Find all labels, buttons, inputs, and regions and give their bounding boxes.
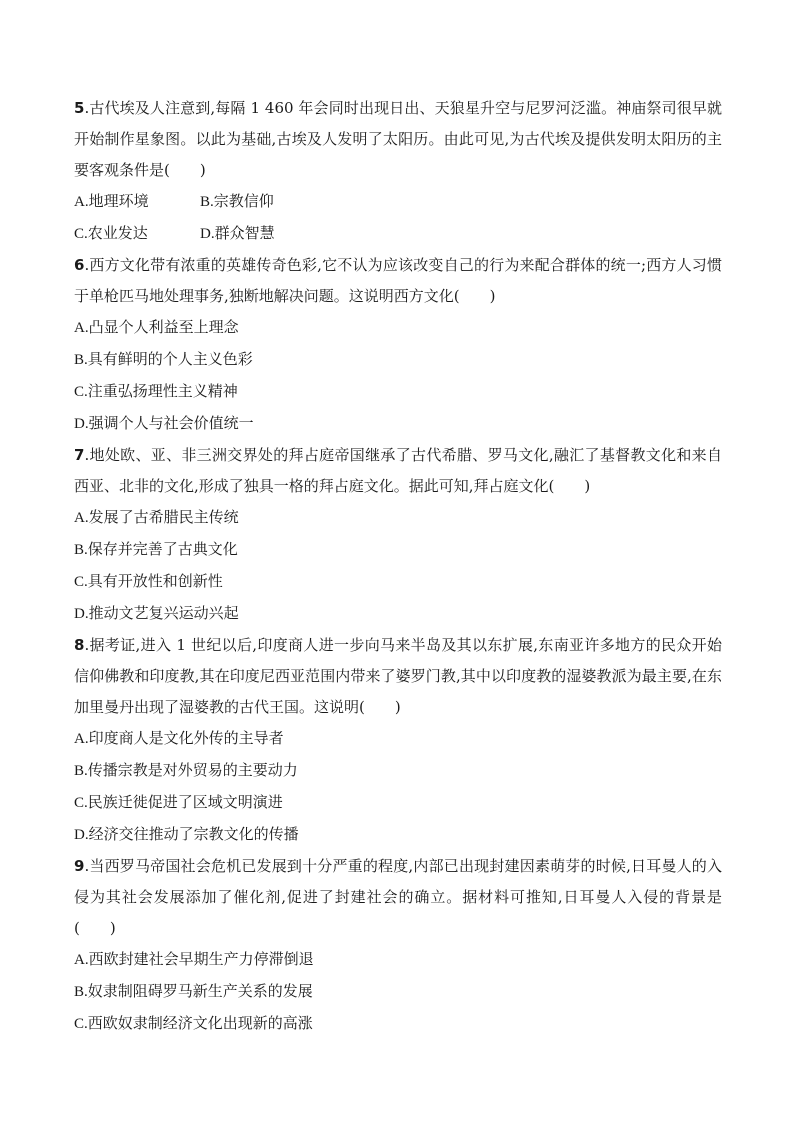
option-text: 具有鲜明的个人主义色彩 — [87, 350, 253, 368]
option-text: 具有开放性和创新性 — [87, 572, 223, 590]
option-b[interactable] — [74, 976, 722, 1008]
question-text: .当西罗马帝国社会危机已发展到十分严重的程度,内部已出现封建因素萌芽的时候,日耳曼人的入侵为其社会发展添加了催化剂,促进了封建社会的确立。据材料可推知,日耳曼人入侵的背景是( ) — [74, 857, 722, 937]
option-letter: A. — [74, 194, 89, 210]
option-d[interactable] — [74, 408, 722, 440]
option-c[interactable] — [74, 566, 722, 598]
question-text: .据考证,进入 1 世纪以后,印度商人进一步向马来半岛及其以东扩展,东南亚许多地方的民众开始信仰佛教和印度教,其在印度尼西亚范围内带来了婆罗门教,其中以印度教的湿婆教派为最主要,在东加里曼丹出现了湿婆教的古代王国。这说明( ) — [74, 636, 722, 716]
option-letter: C. — [74, 1016, 88, 1032]
question-text: .地处欧、亚、非三洲交界处的拜占庭帝国继承了古代希腊、罗马文化,融汇了基督教文化和来自西亚、北非的文化,形成了独具一格的拜占庭文化。据此可知,拜占庭文化( ) — [74, 446, 722, 495]
option-text: 西欧奴隶制经济文化出现新的高涨 — [87, 1014, 313, 1032]
option-d[interactable] — [200, 218, 400, 250]
option-letter: D. — [200, 226, 215, 242]
option-a[interactable] — [74, 312, 722, 344]
option-a[interactable] — [74, 723, 722, 755]
option-text: 强调个人与社会价值统一 — [88, 414, 254, 432]
option-letter: C. — [74, 226, 88, 242]
option-a[interactable] — [74, 186, 200, 218]
question-7 — [74, 440, 722, 630]
question-stem — [74, 630, 722, 723]
option-b[interactable] — [74, 534, 722, 566]
question-9 — [74, 851, 722, 1040]
option-text: 经济交往推动了宗教文化的传播 — [88, 825, 299, 843]
option-letter: D. — [74, 606, 89, 622]
option-text: 西欧封建社会早期生产力停滞倒退 — [88, 950, 314, 968]
option-text: 宗教信仰 — [213, 192, 274, 210]
option-text: 保存并完善了古典文化 — [87, 540, 238, 558]
option-text: 印度商人是文化外传的主导者 — [88, 729, 284, 747]
option-text: 民族迁徙促进了区域文明演进 — [87, 793, 283, 811]
option-b[interactable] — [200, 186, 400, 218]
option-letter: A. — [74, 510, 89, 526]
question-8 — [74, 630, 722, 851]
question-number: 8 — [74, 636, 85, 654]
question-number: 9 — [74, 857, 85, 875]
option-letter: C. — [74, 795, 88, 811]
option-b[interactable] — [74, 344, 722, 376]
option-letter: B. — [200, 194, 214, 210]
option-text: 奴隶制阻碍罗马新生产关系的发展 — [87, 982, 313, 1000]
option-b[interactable] — [74, 755, 722, 787]
option-letter: A. — [74, 731, 89, 747]
option-letter: B. — [74, 352, 88, 368]
option-letter: B. — [74, 984, 88, 1000]
option-text: 注重弘扬理性主义精神 — [87, 382, 238, 400]
options-list — [74, 723, 722, 851]
option-letter: C. — [74, 574, 88, 590]
options-list — [74, 502, 722, 630]
option-letter: D. — [74, 827, 89, 843]
option-c[interactable] — [74, 218, 200, 250]
option-text: 农业发达 — [87, 224, 148, 242]
option-text: 传播宗教是对外贸易的主要动力 — [87, 761, 298, 779]
option-text: 群众智慧 — [214, 224, 275, 242]
question-stem — [74, 440, 722, 502]
option-text: 地理环境 — [88, 192, 149, 210]
question-stem — [74, 851, 722, 944]
option-letter: C. — [74, 384, 88, 400]
option-a[interactable] — [74, 944, 722, 976]
question-text: .西方文化带有浓重的英雄传奇色彩,它不认为应该改变自己的行为来配合群体的统一;西方人习惯于单枪匹马地处理事务,独断地解决问题。这说明西方文化( ) — [74, 256, 722, 305]
option-c[interactable] — [74, 1008, 722, 1040]
question-number: 6 — [74, 256, 85, 274]
option-text: 凸显个人利益至上理念 — [88, 318, 239, 336]
question-stem — [74, 250, 722, 312]
question-5 — [74, 93, 722, 250]
exam-page — [74, 93, 722, 1040]
option-c[interactable] — [74, 787, 722, 819]
option-d[interactable] — [74, 598, 722, 630]
question-6 — [74, 250, 722, 440]
question-text: .古代埃及人注意到,每隔 1 460 年会同时出现日出、天狼星升空与尼罗河泛滥。神庙祭司很早就开始制作星象图。以此为基础,古埃及人发明了太阳历。由此可见,为古代埃及提供发明太阳历的主要客观条件是( ) — [74, 99, 722, 179]
option-letter: A. — [74, 952, 89, 968]
option-letter: B. — [74, 763, 88, 779]
question-stem — [74, 93, 722, 186]
question-number: 7 — [74, 446, 85, 464]
option-a[interactable] — [74, 502, 722, 534]
question-number: 5 — [74, 99, 85, 117]
options-list — [74, 186, 722, 250]
option-d[interactable] — [74, 819, 722, 851]
option-letter: B. — [74, 542, 88, 558]
options-list — [74, 312, 722, 440]
option-text: 发展了古希腊民主传统 — [88, 508, 239, 526]
option-c[interactable] — [74, 376, 722, 408]
option-letter: D. — [74, 416, 89, 432]
options-list — [74, 944, 722, 1040]
option-text: 推动文艺复兴运动兴起 — [88, 604, 239, 622]
option-letter: A. — [74, 320, 89, 336]
